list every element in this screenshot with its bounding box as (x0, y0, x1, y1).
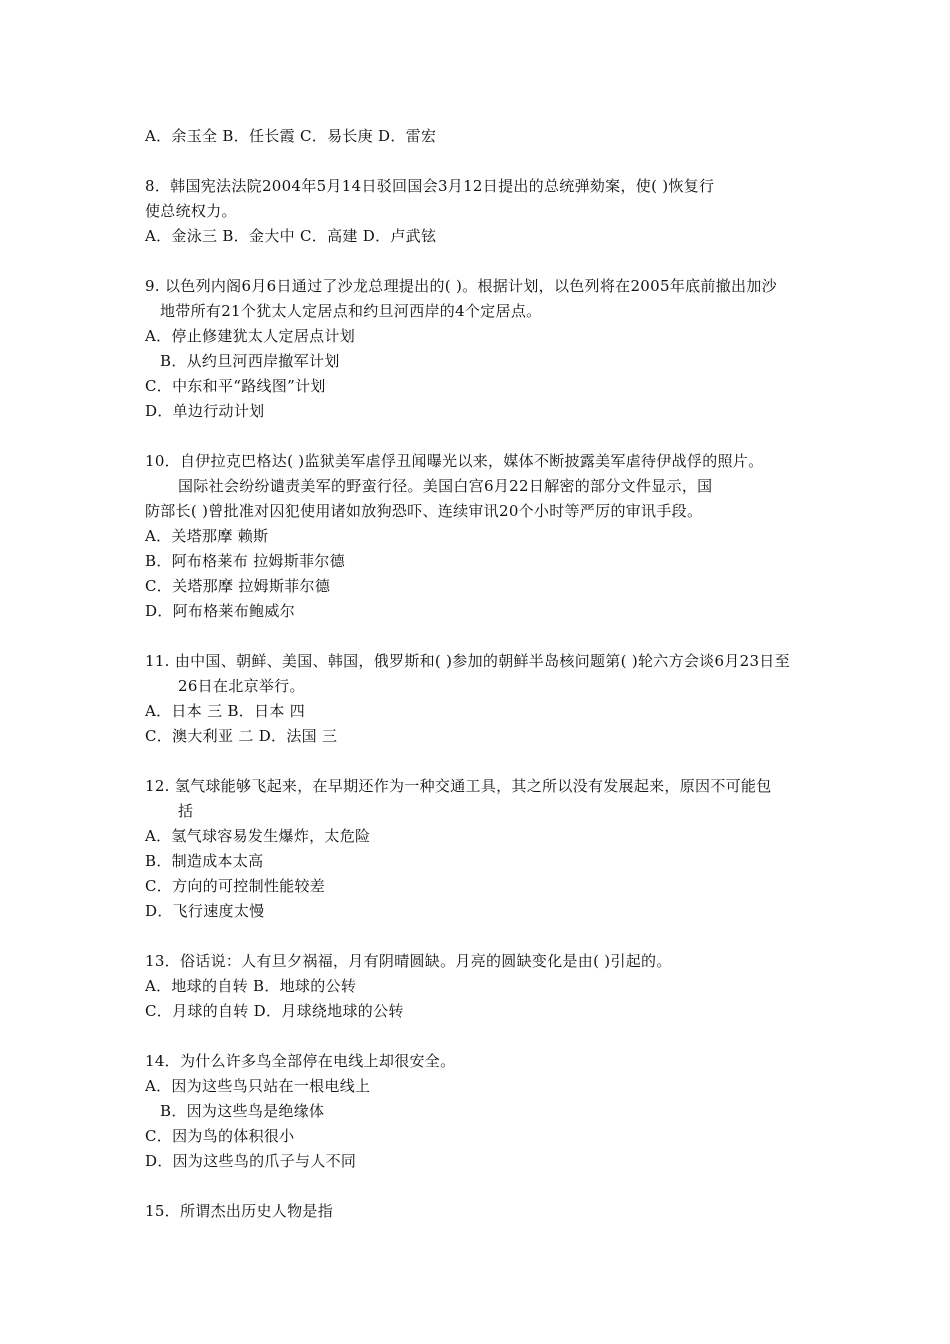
q10-option-c: C．关塔那摩 拉姆斯菲尔德 (145, 577, 331, 595)
q14-option-b: B．因为这些鸟是绝缘体 (160, 1102, 325, 1120)
q8-stem-line2: 使总统权力。 (145, 202, 237, 220)
q9-stem-line1: 9. 以色列内阁6月6日通过了沙龙总理提出的( )。根据计划，以色列将在2005年底前撤出加沙 (145, 277, 777, 295)
q13-options-line2: C．月球的自转 D．月球绕地球的公转 (145, 1002, 404, 1020)
q8-stem-line1: 8．韩国宪法法院2004年5月14日驳回国会3月12日提出的总统弹劾案，使( )恢复行 (145, 177, 715, 195)
q12-option-c: C．方向的可控制性能较差 (145, 877, 326, 895)
q15-stem-line1: 15．所谓杰出历史人物是指 (145, 1202, 333, 1220)
q10-stem-line1: 10．自伊拉克巴格达( )监狱美军虐俘丑闻曝光以来，媒体不断披露美军虐待伊战俘的照片。 (145, 452, 764, 470)
q13-stem-line1: 13．俗话说：人有旦夕祸福，月有阴晴圆缺。月亮的圆缺变化是由( )引起的。 (145, 952, 672, 970)
q9-option-b: B．从约旦河西岸撤军计划 (160, 352, 340, 370)
q10-option-b: B．阿布格莱布 拉姆斯菲尔德 (145, 552, 345, 570)
q10-stem-line3: 防部长( )曾批准对囚犯使用诸如放狗恐吓、连续审讯20个小时等严厉的审讯手段。 (145, 502, 703, 520)
q14-option-a: A．因为这些鸟只站在一根电线上 (145, 1077, 371, 1095)
q12-stem-line1: 12. 氢气球能够飞起来，在早期还作为一种交通工具，其之所以没有发展起来，原因不可能包 (145, 777, 772, 795)
q14-option-d: D．因为这些鸟的爪子与人不同 (145, 1152, 357, 1170)
q12-option-d: D．飞行速度太慢 (145, 902, 265, 920)
q12-stem-line2: 括 (178, 802, 194, 820)
q11-options-line1: A．日本 三 B．日本 四 (145, 702, 306, 720)
q8-options: A．金泳三 B．金大中 C．高建 D．卢武铉 (145, 227, 437, 245)
q14-stem-line1: 14．为什么许多鸟全部停在电线上却很安全。 (145, 1052, 456, 1070)
q9-option-c: C．中东和平“路线图”计划 (145, 377, 326, 395)
q9-stem-line2: 地带所有21个犹太人定居点和约旦河西岸的4个定居点。 (160, 302, 542, 320)
q11-options-line2: C．澳大利亚 二 D．法国 三 (145, 727, 338, 745)
q9-option-a: A．停止修建犹太人定居点计划 (145, 327, 356, 345)
q11-stem-line2: 26日在北京举行。 (178, 677, 305, 695)
q11-stem-line1: 11. 由中国、朝鲜、美国、韩国，俄罗斯和( )参加的朝鲜半岛核问题第( )轮六方会谈6月23日至 (145, 652, 790, 670)
q7-options: A．余玉全 B．任长霞 C．易长庚 D．雷宏 (145, 127, 437, 145)
q9-option-d: D．单边行动计划 (145, 402, 265, 420)
q12-option-a: A．氢气球容易发生爆炸，太危险 (145, 827, 371, 845)
q10-option-d: D．阿布格莱布鲍威尔 (145, 602, 296, 620)
q13-options-line1: A．地球的自转 B．地球的公转 (145, 977, 357, 995)
q14-option-c: C．因为鸟的体积很小 (145, 1127, 295, 1145)
q10-stem-line2: 国际社会纷纷谴责美军的野蛮行径。美国白宫6月22日解密的部分文件显示，国 (178, 477, 713, 495)
q12-option-b: B．制造成本太高 (145, 852, 264, 870)
q10-option-a: A．关塔那摩 赖斯 (145, 527, 269, 545)
